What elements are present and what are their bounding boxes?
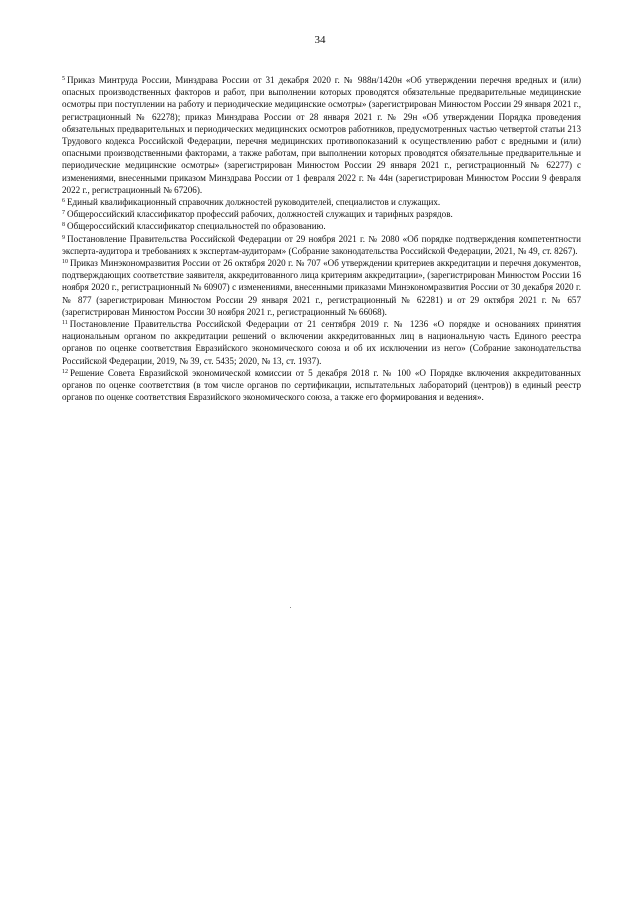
footnote-9: [62, 233, 581, 257]
footnote-text: Приказ Минтруда России, Минздрава России от 31 декабря 2020 г. № 988н/1420н «Об утверждении перечня вредных и (или) опасных производственных факторов и работ, при выполнении которых проводятся обязательные предварительные медицинские осмотры при поступлении на работу и периодические медицинские осмотры» (зарегистрирован Минюстом России 29 января 2021 г., регистрационный № 62278); приказ Минздрава России от 28 января 2021 г. № 29н «Об утверждении Порядка проведения обязательных предварительных и периодических медицинских осмотров работников, предусмотренных частью четвертой статьи 213 Трудового кодекса Российской Федерации, перечня медицинских противопоказаний к осуществлению работ с вредными и (или) опасными производственными факторами, а также работам, при выполнении которых проводятся обязательные предварительные и периодические медицинские осмотры» (зарегистрирован Минюстом России 29 января 2021 г., регистрационный № 62277) с изменениями, внесенными приказом Минздрава России от 1 февраля 2022 г. № 44н (зарегистрирован Минюстом России 9 февраля 2022 г., регистрационный № 67206).: [62, 75, 581, 195]
footnote-marker: 6: [62, 198, 65, 205]
footnote-marker: 9: [62, 234, 65, 241]
footnote-text: Приказ Минэкономразвития России от 26 октября 2020 г. № 707 «Об утверждении критериев аккредитации и перечня документов, подтверждающих соответствие заявителя, аккредитованного лица критериям аккредитации», (зарегистрирован Минюстом России 16 ноября 2020 г., регистрационный № 60907) с изменениями, внесенными приказами Минэкономразвития России от 30 декабря 2020 г. № 877 (зарегистрирован Минюстом России 29 января 2021 г., регистрационный № 62281) и от 29 октября 2021 г. № 657 (зарегистрирован Минюстом России 30 ноября 2021 г., регистрационный № 66068).: [62, 258, 581, 317]
footnote-text: Общероссийский классификатор профессий рабочих, должностей служащих и тарифных разрядов.: [67, 209, 453, 220]
footnote-marker: 7: [62, 210, 65, 217]
footnote-7: [62, 208, 581, 220]
footnote-text: Постановление Правительства Российской Федерации от 29 ноября 2021 г. № 2080 «Об порядке подтверждения компетентности эксперта-аудитора и требованиях к экспертам-аудиторам» (Собрание законодательства Российской Федерации, 2021, № 49, ст. 8267).: [62, 233, 581, 256]
footnote-6: [62, 196, 581, 208]
footnote-text: Единый квалификационный справочник должностей руководителей, специалистов и служащих.: [67, 197, 441, 208]
footnote-text: Постановление Правительства Российской Федерации от 21 сентября 2019 г. № 1236 «О порядке и основаниях принятия национальным органом по аккредитации решений о включении аккредитованных лиц в национальную часть Единого реестра органов по оценке соответствия Евразийского экономического союза и об их исключении из него» (Собрание законодательства Российской Федерации, 2019, № 39, ст. 5435; 2020, № 13, ст. 1937).: [62, 319, 581, 366]
footnote-marker: 12: [62, 368, 68, 375]
footnote-marker: 11: [62, 320, 68, 327]
footnote-marker: 10: [62, 259, 68, 266]
footnote-marker: 8: [62, 222, 65, 229]
footnote-text: Решение Совета Евразийской экономической комиссии от 5 декабря 2018 г. № 100 «О Порядке включения аккредитованных органов по оценке соответствия (в том числе органов по сертификации, испытательных лабораторий (центров)) в единый реестр органов по оценке соответствия Евразийского экономического союза, а также его формирования и ведения».: [62, 367, 581, 403]
footnote-12: [62, 367, 581, 404]
scan-speck: [290, 607, 291, 608]
footnote-11: [62, 318, 581, 367]
footnote-text: Общероссийский классификатор специальностей по образованию.: [67, 221, 326, 232]
footnote-5: [62, 74, 581, 196]
page-number: 34: [314, 34, 326, 46]
footnote-marker: 5: [62, 76, 65, 82]
footnote-10: [62, 257, 581, 318]
footnotes-section: [62, 74, 581, 403]
footnote-8: [62, 220, 581, 232]
